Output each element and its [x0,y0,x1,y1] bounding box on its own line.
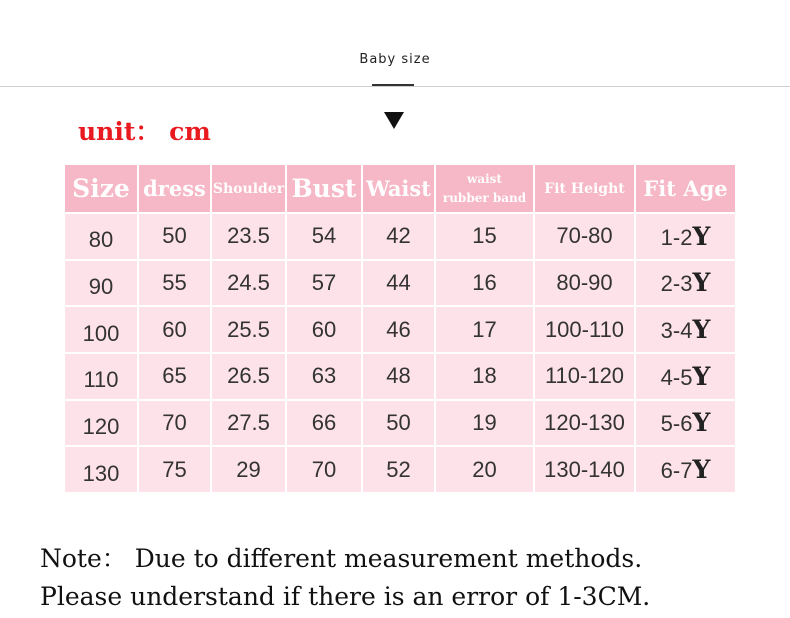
age-range: 5-6 [660,411,693,437]
table-cell: 26.5 [212,354,285,399]
table-cell: 54 [287,214,361,259]
table-cell: 57 [287,261,361,306]
table-cell: 46 [363,307,434,352]
unit-label: unit： cm [78,117,211,146]
size-table [63,163,737,494]
age-unit: Y [692,361,711,391]
age-unit: Y [692,315,711,345]
table-cell: 80-90 [535,261,634,306]
table-cell: 66 [287,401,361,446]
table-row [65,401,735,446]
header-waist-line2: rubber band [442,190,527,205]
table-cell: 17 [436,307,533,352]
table-cell: 50 [363,401,434,446]
table-cell: 100 [65,307,137,352]
note-line-2: Please understand if there is an error of 1-3CM. [40,582,651,611]
table-cell-age [636,401,735,446]
table-cell: 65 [139,354,210,399]
table-row [65,354,735,399]
table-cell: 20 [436,447,533,492]
header-fit-height: Fit Height [535,165,634,212]
table-row [65,261,735,306]
table-cell: 130 [65,447,137,492]
note-text [40,540,760,616]
table-cell: 50 [139,214,210,259]
table-cell: 130-140 [535,447,634,492]
table-cell: 100-110 [535,307,634,352]
table-header-row [65,165,735,212]
age-unit: Y [692,408,711,438]
age-unit: Y [692,221,711,251]
header-waist-rubber-band [436,165,533,212]
table-cell: 48 [363,354,434,399]
down-arrow-icon [384,112,404,129]
table-cell: 42 [363,214,434,259]
age-range: 6-7 [660,458,693,484]
table-cell: 60 [287,307,361,352]
age-range: 1-2 [660,224,693,250]
table-cell-age [636,354,735,399]
header-waist: Waist [363,165,434,212]
table-cell: 15 [436,214,533,259]
table-cell: 44 [363,261,434,306]
table-cell-age [636,261,735,306]
table-cell: 90 [65,261,137,306]
title-underline [372,84,414,86]
header-size: Size [65,165,137,212]
table-cell: 55 [139,261,210,306]
table-row [65,214,735,259]
header-shoulder: Shoulder [212,165,285,212]
table-cell: 19 [436,401,533,446]
table-cell: 70 [139,401,210,446]
table-cell: 70 [287,447,361,492]
table-row [65,307,735,352]
table-cell: 120-130 [535,401,634,446]
table-cell: 80 [65,214,137,259]
page-title: Baby size [359,52,431,67]
table-cell-age [636,447,735,492]
table-cell: 75 [139,447,210,492]
header-fit-age: Fit Age [636,165,735,212]
table-cell: 120 [65,401,137,446]
age-range: 3-4 [660,318,693,344]
age-range: 4-5 [660,364,693,390]
note-line-1: Note： Due to different measurement methods. [40,544,643,573]
table-cell: 27.5 [212,401,285,446]
table-cell: 29 [212,447,285,492]
table-cell: 18 [436,354,533,399]
header-waist-line1: waist [467,171,502,186]
divider-line [0,86,790,87]
table-cell: 60 [139,307,210,352]
table-cell: 70-80 [535,214,634,259]
table-cell: 16 [436,261,533,306]
table-cell-age [636,307,735,352]
table-cell: 23.5 [212,214,285,259]
table-row [65,447,735,492]
table-cell: 63 [287,354,361,399]
table-cell: 110-120 [535,354,634,399]
header-bust: Bust [287,165,361,212]
table-cell: 110 [65,354,137,399]
table-cell: 24.5 [212,261,285,306]
age-range: 2-3 [660,271,693,297]
age-unit: Y [692,268,711,298]
header-dress: dress [139,165,210,212]
age-unit: Y [692,455,711,485]
table-cell: 52 [363,447,434,492]
table-cell-age [636,214,735,259]
table-cell: 25.5 [212,307,285,352]
